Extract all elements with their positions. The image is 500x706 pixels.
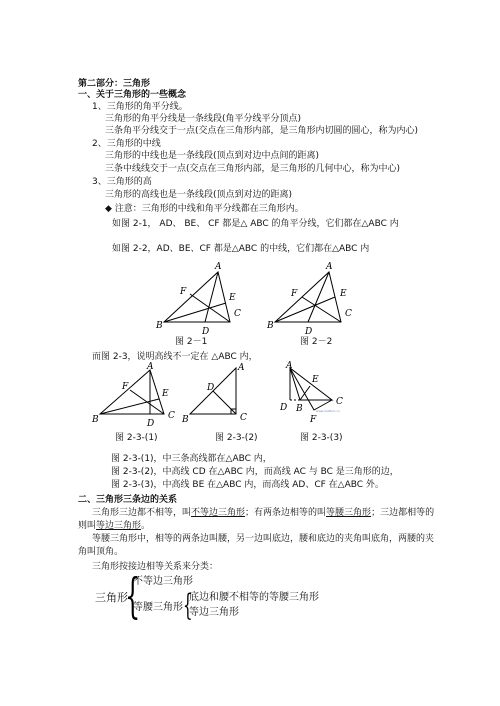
label-f: F — [310, 415, 317, 425]
label-c: C — [240, 413, 247, 423]
class-root: 三角形 — [95, 591, 128, 604]
figure-2-3-3 — [272, 360, 358, 426]
label-a: A — [326, 262, 333, 272]
label-f: F — [291, 289, 298, 299]
class-isosceles-non-equilateral: 底边和腰不相等的等腰三角形 — [189, 592, 319, 603]
section-2-paragraph-1-cont: 则叫等边三角形。 — [78, 521, 151, 531]
label-a: A — [238, 363, 245, 373]
item-3-a: 三角形的高线也是一条线段(顶点到对边的距离) — [105, 190, 293, 200]
label-d: D — [202, 327, 210, 337]
page-heading: 第二部分：三角形 — [78, 79, 151, 89]
class-scalene: 不等边三角形 — [133, 576, 193, 587]
section-1-title: 一、关于三角形的一些概念 — [78, 90, 187, 100]
label-a: A — [286, 361, 293, 371]
figure-2-2-text: 如图 2-2，AD、BE、CF 都是△ABC 的中线，它们都在△ABC 内 — [112, 244, 370, 254]
label-f: F — [122, 382, 129, 392]
brace-1: { — [125, 568, 141, 624]
label-a: A — [147, 362, 154, 372]
label-e: E — [340, 289, 347, 299]
label-f: F — [180, 287, 187, 297]
class-equilateral: 等边三角形 — [189, 607, 239, 618]
brace-2: { — [183, 588, 193, 623]
section-2-paragraph-2: 等腰三角形中，相等的两条边叫腰，另一边叫底边，腰和底边的夹角叫底角，两腰的夹 — [92, 534, 435, 544]
figure-2-3-1 — [88, 362, 188, 428]
figure-2-3-2-desc: 图 2-3-(2)，中高线 CD 在△ABC 内，而高线 AC 与 BC 是三角形的边， — [111, 467, 399, 477]
label-c: C — [336, 397, 343, 407]
figure-2-2-caption: 图 2－2 — [300, 337, 333, 347]
item-2-a: 三角形的中线也是一条线段(顶点到对边中点间的距离) — [105, 151, 320, 161]
label-c: C — [168, 411, 175, 421]
label-d: D — [305, 327, 313, 337]
label-e: E — [162, 389, 169, 399]
note-line: ◆ 注意：三角形的中线和角平分线都在三角形内。 — [105, 204, 304, 214]
section-2-paragraph-2-cont: 角叫顶角。 — [78, 547, 124, 557]
figure-2-3-2 — [180, 362, 270, 428]
label-c: C — [234, 309, 241, 319]
figure-2-1 — [152, 260, 252, 340]
section-2-paragraph-1: 三角形三边都不相等，叫不等边三角形；有两条边相等的叫等腰三角形；三边都相等的 — [92, 508, 435, 518]
item-2-b: 三条中线线交于一点(交点在三角形内部，是三角形的几何中心，称为中心) — [105, 164, 401, 174]
item-2: 2、三角形的中线 — [92, 139, 161, 149]
label-e: E — [229, 293, 236, 303]
figure-2-3-2-caption: 图 2-3-(2) — [215, 433, 258, 443]
figure-2-1-caption: 图 2－1 — [175, 337, 208, 347]
figure-2-1-text: 如图 2-1， AD、 BE、 CF 都是△ ABC 的角平分线，它们都在△ABC 内 — [112, 219, 399, 229]
label-c: C — [345, 309, 352, 319]
label-a: A — [215, 262, 222, 272]
label-b: B — [267, 321, 274, 331]
label-b: B — [296, 404, 303, 414]
item-1: 1、三角形的角平分线。 — [92, 102, 188, 112]
item-1-b: 三条角平分线交于一点(交点在三角形内部，是三角形内切圆的圆心，称为内心) — [105, 126, 419, 136]
label-d: D — [147, 419, 155, 428]
label-b: B — [156, 321, 163, 331]
figure-2-3-text: 而图 2-3，说明高线不一定在 △ABC 内， — [92, 352, 258, 362]
item-3: 3、三角形的高 — [92, 177, 152, 187]
figure-2-3-1-caption: 图 2-3-(1) — [115, 433, 158, 443]
label-e: E — [312, 375, 319, 385]
section-2-paragraph-3: 三角形按接边相等关系来分类： — [92, 562, 219, 572]
figure-2-3-3-caption: 图 2-3-(3) — [300, 433, 343, 443]
figure-2-3-3-desc: 图 2-3-(3)，中高线 BE 在△ABC 内，而高线 AD、CF 在△ABC 外。 — [111, 480, 384, 490]
section-2-title: 二、三角形三条边的关系 — [78, 495, 178, 505]
label-b: B — [92, 415, 99, 425]
class-isosceles: 等腰三角形 — [133, 602, 183, 613]
item-1-a: 三角形的角平分线是一条线段(角平分线平分顶点) — [105, 114, 302, 124]
label-d: D — [207, 383, 215, 393]
label-b: B — [182, 415, 189, 425]
watermark: www.mathcn.cn — [316, 409, 340, 413]
figure-2-3-1-desc: 图 2-3-(1)，中三条高线都在△ABC 内， — [111, 454, 272, 464]
label-d: D — [280, 403, 288, 413]
figure-2-2 — [263, 260, 363, 340]
